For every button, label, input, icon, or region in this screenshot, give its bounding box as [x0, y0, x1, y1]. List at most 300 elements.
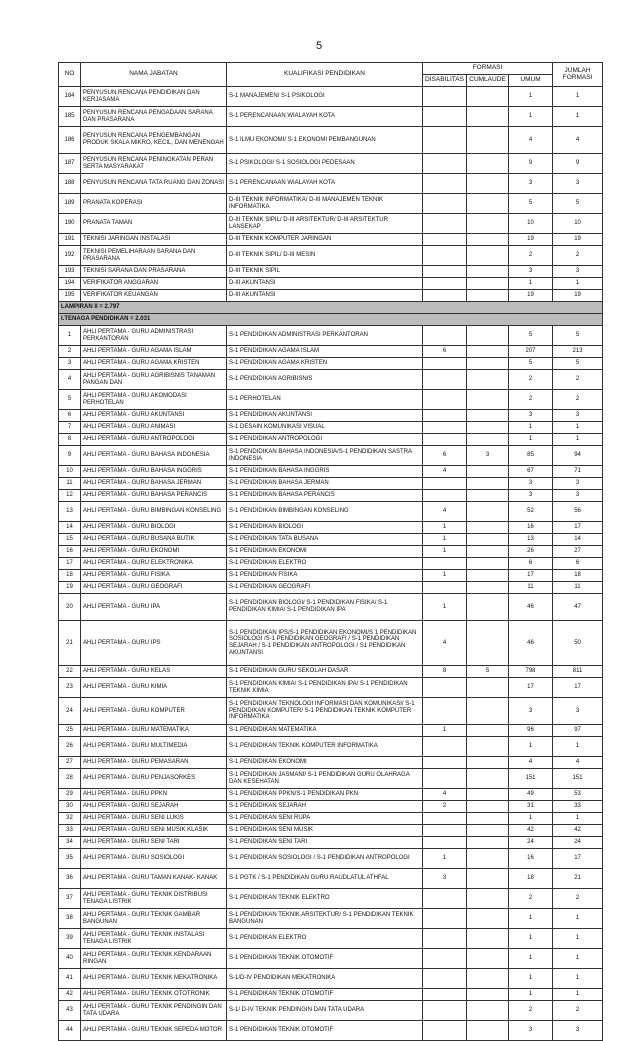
cell-umum: 31: [509, 801, 553, 813]
cell-disabilitas: [423, 278, 467, 290]
cell-kualifikasi: S-1 PENDIDIKAN BAHASA INDONESIA/S-1 PENDIDIKAN SASTRA INDONESIA: [227, 446, 423, 466]
cell-no: 26: [59, 737, 81, 757]
cell-umum: 19: [509, 290, 553, 302]
cell-no: 1: [59, 326, 81, 346]
cell-kualifikasi: S-1 PENDIDIKAN SENI RUPA: [227, 813, 423, 825]
section-label: I.TENAGA PENDIDIKAN = 2.031: [59, 314, 603, 326]
cell-cumlaude: [467, 194, 509, 214]
cell-disabilitas: 4: [423, 621, 467, 666]
cell-jumlah: 14: [553, 534, 603, 546]
cell-jumlah: 10: [553, 214, 603, 234]
cell-kualifikasi: S-1 PENDIDIKAN TEKNIK ELEKTRO: [227, 889, 423, 909]
cell-kualifikasi: S-1 PENDIDIKAN BAHASA JERMAN: [227, 478, 423, 490]
cell-jumlah: 811: [553, 666, 603, 678]
cell-jumlah: 151: [553, 769, 603, 789]
cell-kualifikasi: S-1 PENDIDIKAN JASMANI/ S-1 PENDIDIKAN GURU OLAHRAGA DAN KESEHATAN: [227, 769, 423, 789]
cell-disabilitas: [423, 194, 467, 214]
cell-kualifikasi: S-1 PENDIDIKAN TATA BUSANA: [227, 534, 423, 546]
cell-disabilitas: 1: [423, 534, 467, 546]
cell-umum: 46: [509, 621, 553, 666]
table-row: [59, 909, 603, 929]
cell-umum: 10: [509, 214, 553, 234]
cell-no: 2: [59, 346, 81, 358]
table-row: [59, 490, 603, 502]
cell-jumlah: 3: [553, 490, 603, 502]
cell-no: 17: [59, 558, 81, 570]
cell-kualifikasi: S-1 PENDIDIKAN SOSIOLOGI / S-1 PENDIDIKAN ANTROPOLOGI: [227, 849, 423, 869]
cell-umum: 1: [509, 278, 553, 290]
cell-no: 33: [59, 825, 81, 837]
cell-cumlaude: [467, 266, 509, 278]
cell-disabilitas: [423, 757, 467, 769]
cell-umum: 1: [509, 87, 553, 107]
cell-umum: 1: [509, 737, 553, 757]
cell-kualifikasi: S-1 PENDIDIKAN SENI MUSIK: [227, 825, 423, 837]
cell-kualifikasi: S-1 PENDIDIKAN AGRIBISNIS: [227, 370, 423, 390]
cell-umum: 4: [509, 127, 553, 154]
cell-kualifikasi: S-1 PENDIDIKAN ADMINISTRASI PERKANTORAN: [227, 326, 423, 346]
cell-cumlaude: [467, 582, 509, 594]
cell-nama-jabatan: PRANATA TAMAN: [81, 214, 227, 234]
cell-disabilitas: [423, 837, 467, 849]
cell-umum: 13: [509, 534, 553, 546]
cell-nama-jabatan: PENYUSUN RENCANA PENGEMBANGAN PRODUK SKALA MIKRO, KECIL, DAN MENENGAH: [81, 127, 227, 154]
table-row: [59, 869, 603, 889]
table-row: [59, 534, 603, 546]
cell-no: 3: [59, 358, 81, 370]
cell-kualifikasi: S-1 PENDIDIKAN FISIKA: [227, 570, 423, 582]
cell-jumlah: 3: [553, 266, 603, 278]
cell-nama-jabatan: AHLI PERTAMA - GURU ANIMASI: [81, 422, 227, 434]
cell-umum: 4: [509, 757, 553, 769]
cell-umum: 798: [509, 666, 553, 678]
table-row: [59, 546, 603, 558]
cell-umum: 1: [509, 989, 553, 1001]
page-number: 5: [315, 40, 323, 52]
cell-umum: 11: [509, 582, 553, 594]
cell-nama-jabatan: AHLI PERTAMA - GURU ELEKTRONIKA: [81, 558, 227, 570]
cell-no: 4: [59, 370, 81, 390]
table-row: [59, 478, 603, 490]
cell-umum: 24: [509, 837, 553, 849]
cell-no: 41: [59, 969, 81, 989]
cell-nama-jabatan: AHLI PERTAMA - GURU SENI TARI: [81, 837, 227, 849]
cell-jumlah: 5: [553, 326, 603, 346]
cell-jumlah: 2: [553, 246, 603, 266]
cell-umum: 2: [509, 889, 553, 909]
cell-umum: 17: [509, 678, 553, 698]
cell-no: 6: [59, 410, 81, 422]
cell-kualifikasi: S-1 PENDIDIKAN BIOLOGI/ S-1 PENDIDIKAN FISIKA/ S-1 PENDIDIKAN KIMIA/ S-1 PENDIDIKAN IPA: [227, 594, 423, 621]
cell-kualifikasi: S-1 PENDIDIKAN BAHASA INGGRIS: [227, 466, 423, 478]
cell-nama-jabatan: PENYUSUN RENCANA TATA RUANG DAN ZONASI: [81, 174, 227, 194]
cell-disabilitas: 3: [423, 869, 467, 889]
cell-nama-jabatan: AHLI PERTAMA - GURU PENJASORKES: [81, 769, 227, 789]
cell-umum: 46: [509, 594, 553, 621]
cell-umum: 19: [509, 234, 553, 246]
cell-disabilitas: 1: [423, 849, 467, 869]
cell-disabilitas: [423, 1001, 467, 1021]
cell-nama-jabatan: AHLI PERTAMA - GURU PPKN: [81, 789, 227, 801]
cell-no: 12: [59, 490, 81, 502]
cell-nama-jabatan: AHLI PERTAMA - GURU PEMASARAN: [81, 757, 227, 769]
cell-no: 29: [59, 789, 81, 801]
cell-jumlah: 94: [553, 446, 603, 466]
cell-no: 10: [59, 466, 81, 478]
cell-no: 188: [59, 174, 81, 194]
cell-disabilitas: [423, 87, 467, 107]
cell-cumlaude: [467, 837, 509, 849]
cell-jumlah: 97: [553, 725, 603, 737]
header-jumlah: JUMLAH FORMASI: [553, 63, 603, 87]
cell-cumlaude: [467, 346, 509, 358]
cell-nama-jabatan: TEKNISI SARANA DAN PRASARANA: [81, 266, 227, 278]
cell-nama-jabatan: AHLI PERTAMA - GURU TEKNIK SEPEDA MOTOR: [81, 1021, 227, 1041]
cell-nama-jabatan: VERIFIKATOR KEUANGAN: [81, 290, 227, 302]
cell-jumlah: 50: [553, 621, 603, 666]
cell-disabilitas: [423, 174, 467, 194]
cell-jumlah: 5: [553, 358, 603, 370]
table-row: [59, 246, 603, 266]
cell-jumlah: 3: [553, 698, 603, 725]
table-row: [59, 769, 603, 789]
cell-cumlaude: [467, 570, 509, 582]
cell-disabilitas: [423, 214, 467, 234]
table-row: [59, 949, 603, 969]
cell-umum: 3: [509, 1021, 553, 1041]
cell-cumlaude: [467, 234, 509, 246]
cell-cumlaude: [467, 410, 509, 422]
cell-kualifikasi: S-1 PENDIDIKAN GEOGRAFI: [227, 582, 423, 594]
table-row: [59, 757, 603, 769]
cell-kualifikasi: S-1 PENDIDIKAN SEJARAH: [227, 801, 423, 813]
table-row: [59, 789, 603, 801]
cell-jumlah: 2: [553, 1001, 603, 1021]
cell-umum: 1: [509, 909, 553, 929]
cell-umum: 1: [509, 434, 553, 446]
cell-nama-jabatan: AHLI PERTAMA - GURU GEOGRAFI: [81, 582, 227, 594]
cell-cumlaude: [467, 370, 509, 390]
cell-kualifikasi: D-III AKUNTANSI: [227, 290, 423, 302]
cell-cumlaude: [467, 621, 509, 666]
cell-kualifikasi: S-1/ D-IV TEKNIK PENDINGIN DAN TATA UDARA: [227, 1001, 423, 1021]
cell-disabilitas: 4: [423, 466, 467, 478]
cell-nama-jabatan: AHLI PERTAMA - GURU TEKNIK INSTALASI TENAGA LISTRIK: [81, 929, 227, 949]
cell-kualifikasi: S-1 PENDIDIKAN ELEKTRO: [227, 929, 423, 949]
table-row: [59, 214, 603, 234]
cell-nama-jabatan: AHLI PERTAMA - GURU ADMINISTRASI PERKANTORAN: [81, 326, 227, 346]
cell-kualifikasi: S-1 PENDIDIKAN TEKNIK OTOMOTIF: [227, 1021, 423, 1041]
formasi-table: [58, 62, 603, 1041]
cell-jumlah: 1: [553, 969, 603, 989]
cell-nama-jabatan: AHLI PERTAMA - GURU KIMIA: [81, 678, 227, 698]
cell-jumlah: 19: [553, 234, 603, 246]
cell-kualifikasi: D-III TEKNIK KOMPUTER JARINGAN: [227, 234, 423, 246]
cell-jumlah: 4: [553, 757, 603, 769]
cell-no: 9: [59, 446, 81, 466]
cell-nama-jabatan: AHLI PERTAMA - GURU KOMPUTER: [81, 698, 227, 725]
cell-no: 25: [59, 725, 81, 737]
cell-no: 35: [59, 849, 81, 869]
cell-cumlaude: [467, 909, 509, 929]
cell-no: 19: [59, 582, 81, 594]
cell-umum: 3: [509, 698, 553, 725]
cell-kualifikasi: D-III AKUNTANSI: [227, 278, 423, 290]
cell-disabilitas: [423, 889, 467, 909]
cell-cumlaude: [467, 107, 509, 127]
cell-cumlaude: [467, 127, 509, 154]
cell-kualifikasi: S-1 PENDIDIKAN TEKNIK OTOMOTIF: [227, 949, 423, 969]
cell-kualifikasi: S-1 PERHOTELAN: [227, 390, 423, 410]
cell-umum: 1: [509, 929, 553, 949]
cell-disabilitas: [423, 478, 467, 490]
table-body: [59, 87, 603, 1041]
cell-jumlah: 17: [553, 678, 603, 698]
cell-umum: 96: [509, 725, 553, 737]
cell-cumlaude: [467, 534, 509, 546]
cell-nama-jabatan: AHLI PERTAMA - GURU AGRIBISNIS TANAMAN PANGAN DAN: [81, 370, 227, 390]
table-row: [59, 446, 603, 466]
cell-jumlah: 3: [553, 410, 603, 422]
cell-cumlaude: [467, 434, 509, 446]
cell-disabilitas: [423, 154, 467, 174]
cell-no: 14: [59, 522, 81, 534]
table-row: [59, 929, 603, 949]
cell-no: 44: [59, 1021, 81, 1041]
cell-umum: 3: [509, 490, 553, 502]
cell-jumlah: 5: [553, 194, 603, 214]
cell-cumlaude: [467, 502, 509, 522]
cell-cumlaude: [467, 478, 509, 490]
cell-disabilitas: 8: [423, 666, 467, 678]
cell-no: 28: [59, 769, 81, 789]
cell-kualifikasi: S-1 PENDIDIKAN PPKN/S-1 PENDIDIKAN PKN: [227, 789, 423, 801]
cell-nama-jabatan: AHLI PERTAMA - GURU AGAMA KRISTEN: [81, 358, 227, 370]
cell-jumlah: 53: [553, 789, 603, 801]
table-row: [59, 522, 603, 534]
cell-nama-jabatan: AHLI PERTAMA - GURU SENI MUSIK KLASIK: [81, 825, 227, 837]
cell-umum: 85: [509, 446, 553, 466]
cell-jumlah: 3: [553, 478, 603, 490]
cell-jumlah: 11: [553, 582, 603, 594]
table-row: [59, 558, 603, 570]
table-row: [59, 621, 603, 666]
cell-umum: 2: [509, 370, 553, 390]
cell-no: 36: [59, 869, 81, 889]
cell-umum: 18: [509, 869, 553, 889]
cell-jumlah: 2: [553, 370, 603, 390]
cell-umum: 42: [509, 825, 553, 837]
cell-umum: 3: [509, 410, 553, 422]
cell-kualifikasi: S-1 DESAIN KOMUNIKASI VISUAL: [227, 422, 423, 434]
table-row: [59, 107, 603, 127]
cell-no: 190: [59, 214, 81, 234]
cell-nama-jabatan: AHLI PERTAMA - GURU TAMAN KANAK- KANAK: [81, 869, 227, 889]
cell-jumlah: 27: [553, 546, 603, 558]
cell-no: 185: [59, 107, 81, 127]
cell-kualifikasi: S-1 PENDIDIKAN SENI TARI: [227, 837, 423, 849]
cell-disabilitas: [423, 678, 467, 698]
cell-kualifikasi: S-1 PGTK / S-1 PENDIDIKAN GURU RAUDLATUL ATHFAL: [227, 869, 423, 889]
cell-kualifikasi: S-1 PENDIDIKAN MATEMATIKA: [227, 725, 423, 737]
cell-kualifikasi: D-III TEKNIK SIPIL/ D-III MESIN: [227, 246, 423, 266]
cell-nama-jabatan: TEKNISI JARINGAN INSTALASI: [81, 234, 227, 246]
cell-no: 21: [59, 621, 81, 666]
cell-no: 24: [59, 698, 81, 725]
cell-kualifikasi: S-1 PENDIDIKAN GURU SEKOLAH DASAR: [227, 666, 423, 678]
cell-disabilitas: [423, 326, 467, 346]
cell-nama-jabatan: AHLI PERTAMA - GURU MATEMATIKA: [81, 725, 227, 737]
cell-jumlah: 1: [553, 949, 603, 969]
header-umum: UMUM: [509, 75, 553, 87]
table-row: [59, 174, 603, 194]
cell-jumlah: 24: [553, 837, 603, 849]
cell-nama-jabatan: AHLI PERTAMA - GURU AGAMA ISLAM: [81, 346, 227, 358]
cell-jumlah: 1: [553, 909, 603, 929]
header-jabatan: NAMA JABATAN: [81, 63, 227, 87]
section-row: [59, 302, 603, 314]
table-row: [59, 390, 603, 410]
cell-kualifikasi: S-1 PENDIDIKAN AGAMA KRISTEN: [227, 358, 423, 370]
table-row: [59, 725, 603, 737]
cell-jumlah: 33: [553, 801, 603, 813]
cell-umum: 151: [509, 769, 553, 789]
cell-umum: 17: [509, 570, 553, 582]
cell-umum: 3: [509, 266, 553, 278]
cell-disabilitas: [423, 410, 467, 422]
cell-no: 38: [59, 909, 81, 929]
cell-kualifikasi: S-1 PENDIDIKAN TEKNOLOGI INFORMASI DAN KOMUNIKASI/ S-1 PENDIDIKAN KOMPUTER/ S-1 PENDIDIKAN TEKNIK KOMPUTER INFORMATIKA: [227, 698, 423, 725]
cell-cumlaude: [467, 290, 509, 302]
cell-jumlah: 9: [553, 154, 603, 174]
cell-umum: 2: [509, 390, 553, 410]
cell-cumlaude: [467, 326, 509, 346]
cell-nama-jabatan: AHLI PERTAMA - GURU BIOLOGI: [81, 522, 227, 534]
cell-no: 15: [59, 534, 81, 546]
table-row: [59, 594, 603, 621]
cell-nama-jabatan: PENYUSUN RENCANA PENDIDIKAN DAN KERJASAMA: [81, 87, 227, 107]
cell-kualifikasi: D-III TEKNIK SIPIL: [227, 266, 423, 278]
cell-umum: 3: [509, 478, 553, 490]
cell-kualifikasi: S-1 PENDIDIKAN ELEKTRO: [227, 558, 423, 570]
cell-no: 5: [59, 390, 81, 410]
table-row: [59, 1001, 603, 1021]
cell-cumlaude: 5: [467, 666, 509, 678]
cell-disabilitas: [423, 929, 467, 949]
cell-no: 184: [59, 87, 81, 107]
table-row: [59, 87, 603, 107]
cell-umum: 207: [509, 346, 553, 358]
cell-nama-jabatan: AHLI PERTAMA - GURU AKUNTANSI: [81, 410, 227, 422]
cell-cumlaude: [467, 789, 509, 801]
cell-disabilitas: [423, 234, 467, 246]
cell-umum: 1: [509, 949, 553, 969]
table-row: [59, 698, 603, 725]
cell-cumlaude: [467, 678, 509, 698]
cell-no: 7: [59, 422, 81, 434]
cell-kualifikasi: S-1 PENDIDIKAN AGAMA ISLAM: [227, 346, 423, 358]
cell-no: 195: [59, 290, 81, 302]
cell-jumlah: 17: [553, 849, 603, 869]
cell-no: 39: [59, 929, 81, 949]
cell-cumlaude: [467, 725, 509, 737]
cell-no: 34: [59, 837, 81, 849]
cell-disabilitas: [423, 949, 467, 969]
cell-nama-jabatan: AHLI PERTAMA - GURU TEKNIK PENDINGIN DAN TATA UDARA: [81, 1001, 227, 1021]
cell-nama-jabatan: AHLI PERTAMA - GURU IPS: [81, 621, 227, 666]
cell-cumlaude: [467, 466, 509, 478]
cell-disabilitas: [423, 422, 467, 434]
cell-jumlah: 1: [553, 422, 603, 434]
cell-kualifikasi: S-1 PENDIDIKAN IPS/S-1 PENDIDIKAN EKONOMI/S 1 PENDIDIKAN SOSIOLOGI /S-1 PENDIDIKAN GEOGRAFI / S-1 PENDIDIKAN SEJARAH / S-1 PENDIDIKAN ANTROPOLOGI / S1 PENDIDIKAN AKUNTANSI: [227, 621, 423, 666]
cell-kualifikasi: S-1/D-IV PENDIDIKAN MEKATRONIKA: [227, 969, 423, 989]
cell-no: 189: [59, 194, 81, 214]
cell-no: 23: [59, 678, 81, 698]
table-row: [59, 266, 603, 278]
cell-nama-jabatan: AHLI PERTAMA - GURU TEKNIK OTOTRONIK: [81, 989, 227, 1001]
table-row: [59, 290, 603, 302]
cell-disabilitas: 1: [423, 725, 467, 737]
cell-umum: 5: [509, 194, 553, 214]
table-row: [59, 813, 603, 825]
cell-no: 194: [59, 278, 81, 290]
cell-jumlah: 47: [553, 594, 603, 621]
cell-umum: 26: [509, 546, 553, 558]
cell-disabilitas: [423, 290, 467, 302]
cell-disabilitas: 1: [423, 594, 467, 621]
cell-umum: 9: [509, 154, 553, 174]
cell-disabilitas: [423, 390, 467, 410]
cell-disabilitas: 6: [423, 446, 467, 466]
cell-no: 16: [59, 546, 81, 558]
cell-cumlaude: [467, 869, 509, 889]
cell-no: 191: [59, 234, 81, 246]
table-row: [59, 346, 603, 358]
cell-jumlah: 56: [553, 502, 603, 522]
cell-cumlaude: [467, 929, 509, 949]
cell-disabilitas: [423, 558, 467, 570]
table-row: [59, 466, 603, 478]
cell-umum: 67: [509, 466, 553, 478]
table-row: [59, 370, 603, 390]
cell-umum: 52: [509, 502, 553, 522]
cell-umum: 5: [509, 358, 553, 370]
cell-cumlaude: [467, 546, 509, 558]
table-row: [59, 989, 603, 1001]
cell-jumlah: 21: [553, 869, 603, 889]
cell-nama-jabatan: AHLI PERTAMA - GURU TEKNIK DISTRIBUSI TENAGA LISTRIK: [81, 889, 227, 909]
cell-disabilitas: [423, 246, 467, 266]
cell-nama-jabatan: AHLI PERTAMA - GURU BUSANA BUTIK: [81, 534, 227, 546]
cell-jumlah: 1: [553, 434, 603, 446]
cell-kualifikasi: S-1 PENDIDIKAN TEKNIK ARSITEKTUR/ S-1 PENDIDIKAN TEKNIK BANGUNAN: [227, 909, 423, 929]
header-cumlaude: CUMLAUDE: [467, 75, 509, 87]
cell-disabilitas: 4: [423, 502, 467, 522]
cell-no: 27: [59, 757, 81, 769]
cell-disabilitas: [423, 989, 467, 1001]
cell-nama-jabatan: AHLI PERTAMA - GURU TEKNIK GAMBAR BANGUNAN: [81, 909, 227, 929]
cell-nama-jabatan: AHLI PERTAMA - GURU BAHASA JERMAN: [81, 478, 227, 490]
cell-no: 13: [59, 502, 81, 522]
cell-nama-jabatan: AHLI PERTAMA - GURU SOSIOLOGI: [81, 849, 227, 869]
cell-nama-jabatan: AHLI PERTAMA - GURU AKOMODASI PERHOTELAN: [81, 390, 227, 410]
cell-nama-jabatan: AHLI PERTAMA - GURU BAHASA INDONESIA: [81, 446, 227, 466]
section-label: LAMPIRAN II = 2.797: [59, 302, 603, 314]
header-kualifikasi: KUALIFIKASI PENDIDIKAN: [227, 63, 423, 87]
header-disabilitas: DISABILITAS: [423, 75, 467, 87]
cell-jumlah: 1: [553, 737, 603, 757]
cell-cumlaude: [467, 1021, 509, 1041]
